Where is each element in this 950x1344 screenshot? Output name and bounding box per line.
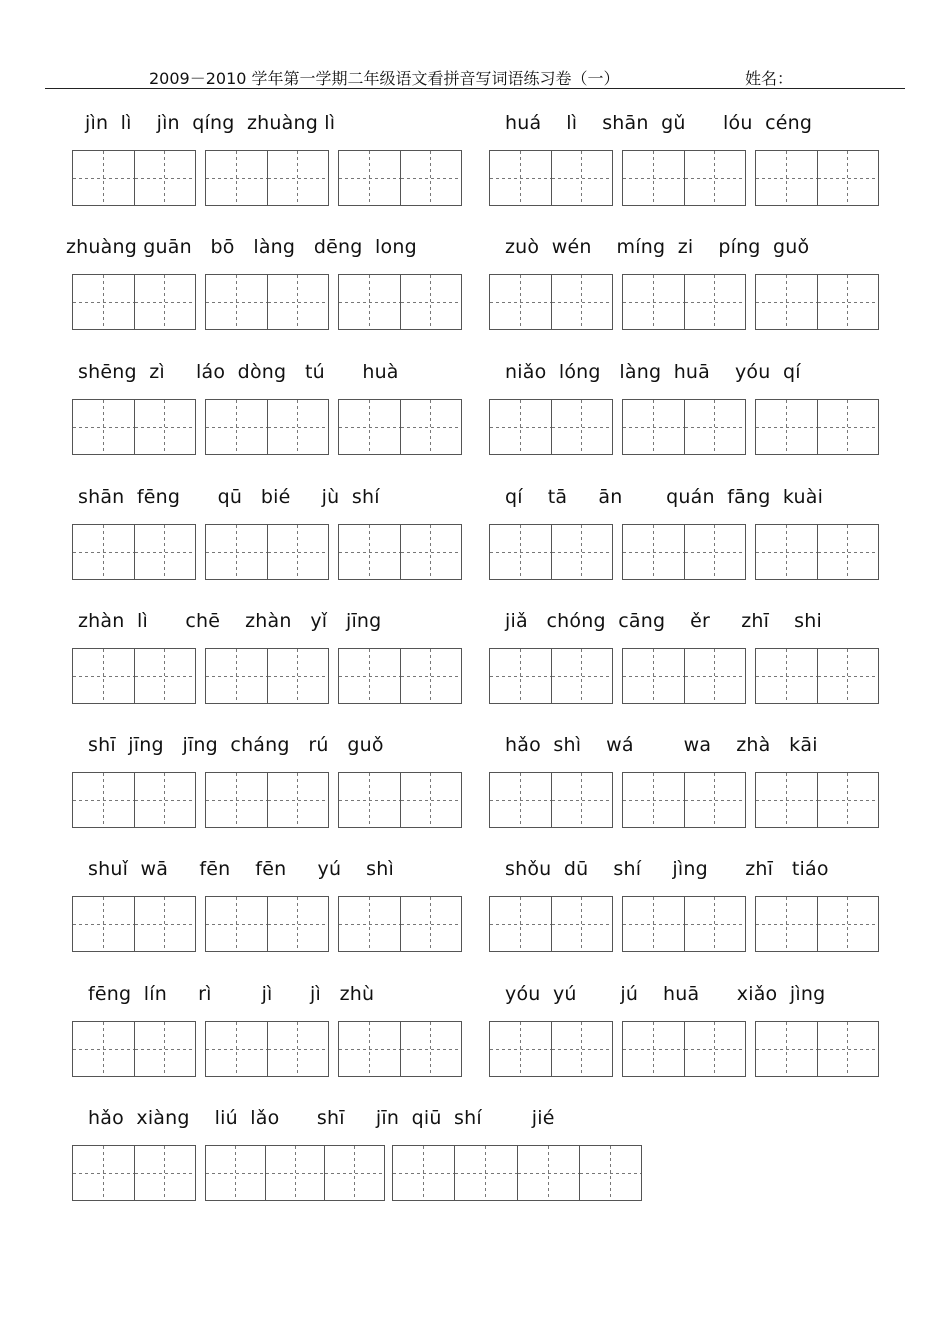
writing-cell[interactable] — [684, 275, 746, 329]
writing-cell[interactable] — [623, 525, 684, 579]
pinyin-prompt-left: shēng zì láo dòng tú huà — [78, 361, 399, 383]
writing-cell[interactable] — [206, 275, 267, 329]
word-writing-box[interactable] — [755, 1021, 879, 1077]
writing-cell[interactable] — [817, 773, 879, 827]
writing-cell[interactable] — [206, 151, 267, 205]
writing-cell[interactable] — [267, 400, 329, 454]
writing-cell[interactable] — [206, 773, 267, 827]
word-writing-box[interactable] — [338, 648, 462, 704]
writing-cell[interactable] — [490, 275, 551, 329]
writing-cell[interactable] — [756, 275, 817, 329]
pinyin-prompt-right: zuò wén míng zi píng guǒ — [505, 236, 810, 258]
writing-cell[interactable] — [339, 1022, 400, 1076]
word-writing-box[interactable] — [622, 896, 746, 952]
word-writing-box[interactable] — [489, 648, 613, 704]
writing-cell[interactable] — [623, 649, 684, 703]
writing-cell[interactable] — [134, 649, 196, 703]
writing-cell[interactable] — [339, 151, 400, 205]
word-writing-box[interactable] — [338, 772, 462, 828]
writing-cell[interactable] — [339, 400, 400, 454]
word-writing-box[interactable] — [205, 648, 329, 704]
writing-cell[interactable] — [551, 649, 613, 703]
writing-cell[interactable] — [551, 773, 613, 827]
word-writing-box[interactable] — [489, 399, 613, 455]
writing-cell[interactable] — [756, 897, 817, 951]
writing-cell[interactable] — [206, 1146, 265, 1200]
word-writing-box[interactable] — [755, 524, 879, 580]
word-writing-box[interactable] — [338, 524, 462, 580]
word-writing-box[interactable] — [72, 274, 196, 330]
writing-cell[interactable] — [400, 275, 462, 329]
writing-cell[interactable] — [73, 151, 134, 205]
pinyin-prompt-left: shān fēng qū bié jù shí — [78, 486, 380, 508]
writing-cell[interactable] — [623, 1022, 684, 1076]
writing-cell[interactable] — [206, 649, 267, 703]
worksheet-title: 2009－2010 学年第一学期二年级语文看拼音写词语练习卷（一） — [149, 69, 620, 88]
pinyin-prompt-right: hǎo shì wá wa zhà kāi — [505, 734, 818, 756]
pinyin-prompt-left: shī jīng jīng cháng rú guǒ — [88, 734, 384, 756]
writing-cell[interactable] — [684, 151, 746, 205]
writing-cell[interactable] — [684, 400, 746, 454]
word-writing-box[interactable] — [622, 648, 746, 704]
writing-cell[interactable] — [756, 151, 817, 205]
word-writing-box[interactable] — [338, 150, 462, 206]
writing-cell[interactable] — [267, 649, 329, 703]
word-writing-box[interactable] — [755, 896, 879, 952]
writing-cell[interactable] — [206, 400, 267, 454]
writing-cell[interactable] — [454, 1146, 516, 1200]
writing-cell[interactable] — [339, 275, 400, 329]
writing-cell[interactable] — [134, 773, 196, 827]
writing-cell[interactable] — [400, 525, 462, 579]
word-writing-box[interactable] — [205, 399, 329, 455]
word-writing-box[interactable] — [205, 524, 329, 580]
writing-cell[interactable] — [551, 897, 613, 951]
writing-cell[interactable] — [490, 897, 551, 951]
writing-cell[interactable] — [267, 525, 329, 579]
word-writing-box[interactable] — [622, 150, 746, 206]
writing-cell[interactable] — [490, 1022, 551, 1076]
writing-cell[interactable] — [684, 773, 746, 827]
word-writing-box[interactable] — [622, 524, 746, 580]
writing-cell[interactable] — [756, 525, 817, 579]
writing-cell[interactable] — [206, 897, 267, 951]
pinyin-prompt-right: qí tā ān quán fāng kuài — [505, 486, 824, 508]
word-writing-box[interactable] — [72, 1145, 196, 1201]
word-writing-box[interactable] — [489, 274, 613, 330]
word-writing-box[interactable] — [205, 150, 329, 206]
word-writing-box[interactable] — [72, 1021, 196, 1077]
word-writing-box[interactable] — [489, 772, 613, 828]
pinyin-prompt-right: yóu yú jú huā xiǎo jìng — [505, 983, 826, 1005]
word-writing-box[interactable] — [489, 524, 613, 580]
pinyin-prompt-left: shuǐ wā fēn fēn yú shì — [88, 858, 394, 880]
pinyin-prompt-right: jiǎ chóng cāng ěr zhī shi — [505, 610, 822, 632]
word-writing-box[interactable] — [392, 1145, 642, 1201]
name-field-label: 姓名： — [745, 69, 794, 88]
writing-cell[interactable] — [756, 400, 817, 454]
writing-cell[interactable] — [134, 897, 196, 951]
word-writing-box[interactable] — [489, 896, 613, 952]
word-writing-box[interactable] — [72, 150, 196, 206]
word-writing-box[interactable] — [755, 150, 879, 206]
writing-cell[interactable] — [817, 400, 879, 454]
writing-cell[interactable] — [817, 525, 879, 579]
writing-cell[interactable] — [267, 897, 329, 951]
writing-cell[interactable] — [579, 1146, 641, 1200]
writing-cell[interactable] — [73, 1022, 134, 1076]
word-writing-box[interactable] — [622, 772, 746, 828]
writing-cell[interactable] — [817, 151, 879, 205]
writing-cell[interactable] — [400, 897, 462, 951]
writing-cell[interactable] — [400, 151, 462, 205]
writing-cell[interactable] — [623, 275, 684, 329]
writing-cell[interactable] — [756, 1022, 817, 1076]
writing-cell[interactable] — [73, 400, 134, 454]
writing-cell[interactable] — [551, 400, 613, 454]
writing-cell[interactable] — [339, 649, 400, 703]
word-writing-box[interactable] — [755, 274, 879, 330]
word-writing-box[interactable] — [338, 274, 462, 330]
word-writing-box[interactable] — [755, 648, 879, 704]
writing-cell[interactable] — [134, 1146, 196, 1200]
writing-cell[interactable] — [206, 525, 267, 579]
writing-cell[interactable] — [134, 151, 196, 205]
word-writing-box[interactable] — [72, 648, 196, 704]
writing-cell[interactable] — [490, 525, 551, 579]
writing-cell[interactable] — [267, 151, 329, 205]
writing-cell[interactable] — [684, 897, 746, 951]
writing-cell[interactable] — [339, 897, 400, 951]
writing-cell[interactable] — [339, 773, 400, 827]
writing-cell[interactable] — [623, 773, 684, 827]
word-writing-box[interactable] — [489, 150, 613, 206]
writing-cell[interactable] — [400, 400, 462, 454]
pinyin-prompt-right: huá lì shān gǔ lóu céng — [505, 112, 813, 134]
writing-cell[interactable] — [400, 649, 462, 703]
writing-cell[interactable] — [817, 649, 879, 703]
writing-cell[interactable] — [206, 1022, 267, 1076]
word-writing-box[interactable] — [622, 274, 746, 330]
writing-cell[interactable] — [73, 525, 134, 579]
writing-cell[interactable] — [73, 649, 134, 703]
page-header — [45, 64, 905, 89]
writing-cell[interactable] — [817, 1022, 879, 1076]
writing-cell[interactable] — [756, 773, 817, 827]
writing-cell[interactable] — [684, 1022, 746, 1076]
writing-cell[interactable] — [490, 400, 551, 454]
pinyin-prompt-left: jìn lì jìn qíng zhuàng lì — [85, 112, 336, 134]
writing-cell[interactable] — [551, 151, 613, 205]
writing-cell[interactable] — [551, 1022, 613, 1076]
word-writing-box[interactable] — [755, 772, 879, 828]
writing-cell[interactable] — [623, 400, 684, 454]
pinyin-prompt-left: fēng lín rì jì jì zhù — [88, 983, 375, 1005]
writing-cell[interactable] — [393, 1146, 454, 1200]
writing-cell[interactable] — [324, 1146, 384, 1200]
writing-cell[interactable] — [73, 1146, 134, 1200]
word-writing-box[interactable] — [72, 524, 196, 580]
word-writing-box[interactable] — [622, 399, 746, 455]
writing-cell[interactable] — [684, 649, 746, 703]
word-writing-box[interactable] — [72, 896, 196, 952]
pinyin-prompt-right: shǒu dū shí jìng zhī tiáo — [505, 858, 829, 880]
writing-cell[interactable] — [267, 275, 329, 329]
writing-cell[interactable] — [73, 773, 134, 827]
word-writing-box[interactable] — [622, 1021, 746, 1077]
word-writing-box[interactable] — [338, 1021, 462, 1077]
writing-cell[interactable] — [400, 1022, 462, 1076]
writing-cell[interactable] — [73, 897, 134, 951]
writing-cell[interactable] — [817, 897, 879, 951]
writing-cell[interactable] — [267, 773, 329, 827]
writing-cell[interactable] — [623, 151, 684, 205]
writing-cell[interactable] — [551, 275, 613, 329]
writing-cell[interactable] — [339, 525, 400, 579]
pinyin-prompt-left: zhàn lì chē zhàn yǐ jīng — [78, 610, 382, 632]
word-writing-box[interactable] — [205, 1145, 385, 1201]
word-writing-box[interactable] — [72, 772, 196, 828]
writing-cell[interactable] — [490, 151, 551, 205]
writing-cell[interactable] — [817, 275, 879, 329]
writing-cell[interactable] — [490, 773, 551, 827]
writing-cell[interactable] — [73, 275, 134, 329]
writing-cell[interactable] — [134, 275, 196, 329]
word-writing-box[interactable] — [338, 896, 462, 952]
word-writing-box[interactable] — [205, 896, 329, 952]
writing-cell[interactable] — [756, 649, 817, 703]
writing-cell[interactable] — [134, 400, 196, 454]
word-writing-box[interactable] — [205, 1021, 329, 1077]
writing-cell[interactable] — [623, 897, 684, 951]
word-writing-box[interactable] — [205, 772, 329, 828]
word-writing-box[interactable] — [338, 399, 462, 455]
writing-cell[interactable] — [551, 525, 613, 579]
word-writing-box[interactable] — [489, 1021, 613, 1077]
writing-cell[interactable] — [134, 1022, 196, 1076]
writing-cell[interactable] — [517, 1146, 579, 1200]
pinyin-prompt-last: hǎo xiàng liú lǎo shī jīn qiū shí jié — [88, 1107, 555, 1129]
pinyin-prompt-left: zhuàng guān bō làng dēng long — [66, 236, 417, 258]
pinyin-prompt-right: niǎo lóng làng huā yóu qí — [505, 361, 801, 383]
word-writing-box[interactable] — [72, 399, 196, 455]
word-writing-box[interactable] — [755, 399, 879, 455]
writing-cell[interactable] — [267, 1022, 329, 1076]
writing-cell[interactable] — [400, 773, 462, 827]
writing-cell[interactable] — [684, 525, 746, 579]
writing-cell[interactable] — [265, 1146, 325, 1200]
writing-cell[interactable] — [134, 525, 196, 579]
writing-cell[interactable] — [490, 649, 551, 703]
word-writing-box[interactable] — [205, 274, 329, 330]
